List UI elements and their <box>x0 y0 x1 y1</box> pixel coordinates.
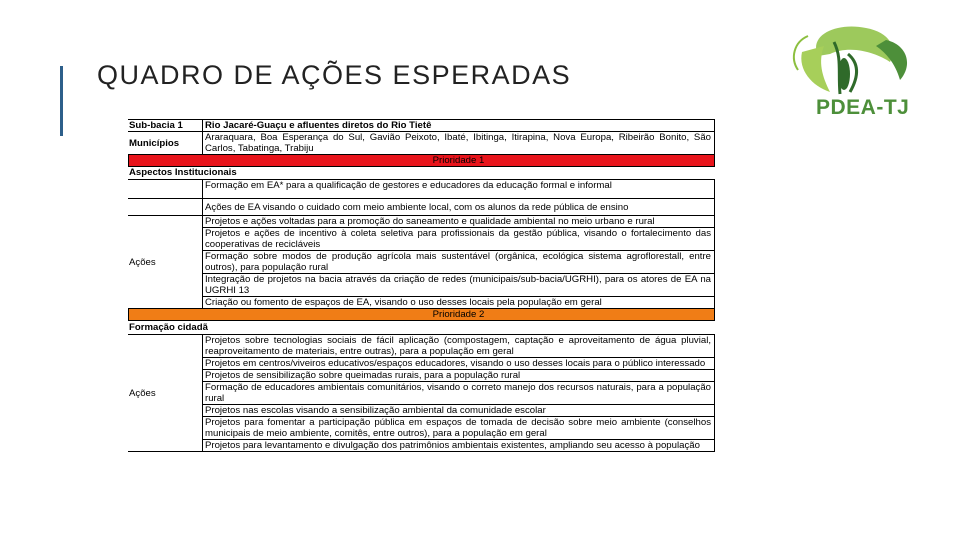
section1-item-row <box>128 179 715 199</box>
title-accent-bar <box>60 66 63 136</box>
section1-row <box>128 167 715 179</box>
priority1-label: Prioridade 1 <box>432 155 485 166</box>
acoes1-item: Projetos e ações de incentivo à coleta seletiva para profissionais da gestão pública, visando o fortalecimento das cooperativas de recicláveis <box>203 227 714 250</box>
acoes1-group <box>128 216 715 309</box>
acoes2-item: Projetos nas escolas visando a sensibilização ambiental da comunidade escolar <box>203 404 714 416</box>
acoes2-group <box>128 334 715 452</box>
section2-label: Formação cidadã <box>129 322 208 333</box>
acoes1-item: Integração de projetos na bacia através da criação de redes (municipais/sub-bacia/UGRHI), para os atores de EA na UGRHI 13 <box>203 273 714 296</box>
acoes1-item: Formação sobre modos de produção agrícola mais sustentável (orgânica, ecológica sistema agroflorestall, entre outros), para população rural <box>203 250 714 273</box>
acoes2-item: Projetos de sensibilização sobre queimadas rurais, para a população rural <box>203 369 714 381</box>
section1-item-row <box>128 199 715 216</box>
acoes1-item: Projetos e ações voltadas para a promoção do saneamento e qualidade ambiental no meio urbano e rural <box>205 216 655 227</box>
acoes1-item: Criação ou fomento de espaços de EA, visando o uso desses locais pela população em geral <box>203 296 714 308</box>
section1-item: Ações de EA visando o cuidado com meio ambiente local, com os alunos da rede pública de ensino <box>202 199 715 215</box>
municipios-value: Araraquara, Boa Esperança do Sul, Gavião Peixoto, Ibaté, Ibitinga, Itirapina, Nova Europa, Ribeirão Bonito, São Carlos, Tabatinga, Trabiju <box>202 132 715 154</box>
acoes2-item: Projetos para fomentar a participação pública em espaços de tomada de decisão sobre meio ambiente (conselhos municipais de meio ambiente, comitês, entre outros), para a população em geral <box>203 416 714 439</box>
municipios-row <box>128 132 715 155</box>
subbacia-label: Sub-bacia 1 <box>129 120 183 131</box>
logo-text: PDEA-TJ <box>816 96 910 119</box>
municipios-label: Municípios <box>129 137 180 149</box>
page-title: QUADRO DE AÇÕES ESPERADAS <box>97 60 572 90</box>
section1-item: Formação em EA* para a qualificação de gestores e educadores da educação formal e informal <box>202 180 715 198</box>
acoes2-label: Ações <box>129 387 156 399</box>
acoes2-item: Projetos sobre tecnologias sociais de fácil aplicação (compostagem, captação e aproveitamento de água pluvial, reaproveitamento de materiais, entre outras), para a população em geral <box>205 335 711 357</box>
priority1-row <box>128 155 715 167</box>
section1-label: Aspectos Institucionais <box>129 167 237 178</box>
acoes1-label: Ações <box>129 256 156 268</box>
subbacia-row <box>128 119 715 132</box>
subbacia-value: Rio Jacaré-Guaçu e afluentes diretos do Rio Tietê <box>202 120 715 131</box>
acoes2-item: Projetos em centros/viveiros educativos/espaços educadores, visando o uso desses locais para o público interessado <box>203 357 714 369</box>
acoes2-item: Formação de educadores ambientais comunitários, visando o correto manejo dos recursos naturais, para a população rural <box>203 381 714 404</box>
priority2-row <box>128 309 715 321</box>
acoes2-item: Projetos para levantamento e divulgação dos patrimônios ambientais existentes, ampliando seu acesso à população <box>203 439 714 451</box>
section2-row <box>128 321 715 334</box>
priority2-label: Prioridade 2 <box>432 309 485 320</box>
actions-table <box>128 119 715 452</box>
